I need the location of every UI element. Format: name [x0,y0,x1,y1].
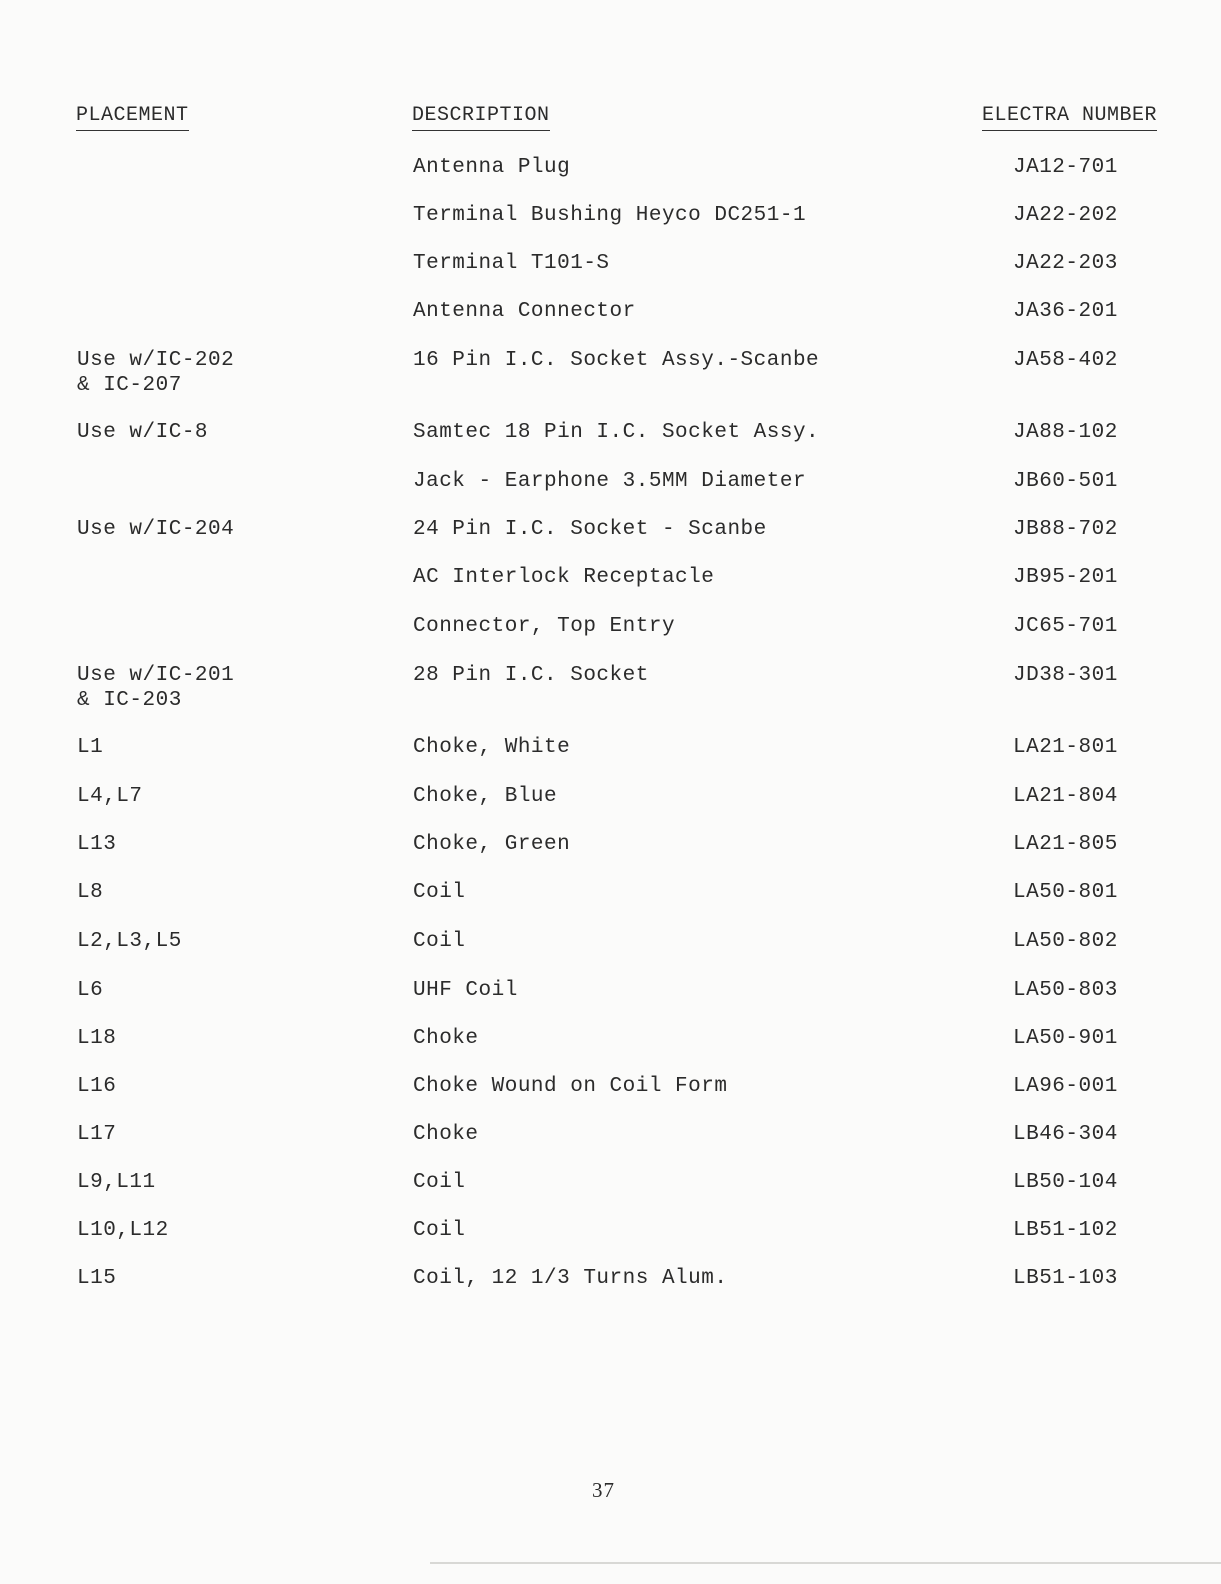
description-cell: Choke, White [413,736,571,759]
electra-number-cell: LA21-804 [1013,785,1118,808]
electra-number-cell: LA50-802 [1013,930,1118,953]
description-cell: Samtec 18 Pin I.C. Socket Assy. [413,421,820,444]
description-cell: Choke [413,1027,479,1050]
electra-number-cell: LB51-103 [1013,1267,1118,1290]
placement-cell: L8 [77,881,104,904]
electra-number-cell: JB95-201 [1013,566,1118,589]
placement-cell: L18 [77,1027,117,1050]
description-cell: Jack - Earphone 3.5MM Diameter [413,470,807,493]
description-cell: AC Interlock Receptacle [413,566,715,589]
electra-number-cell: JB60-501 [1013,470,1118,493]
electra-number-header: ELECTRA NUMBER [982,104,1157,131]
placement-cell: Use w/IC-201 & IC-203 [77,664,235,712]
placement-cell: L4,L7 [77,785,143,808]
electra-number-cell: LA21-805 [1013,833,1118,856]
electra-number-cell: JA58-402 [1013,349,1118,372]
description-cell: Coil [413,1171,466,1194]
page-number: 37 [592,1478,615,1502]
electra-number-cell: LA50-803 [1013,979,1118,1002]
description-cell: Terminal T101-S [413,252,610,275]
electra-number-cell: JB88-702 [1013,518,1118,541]
electra-number-cell: JA36-201 [1013,300,1118,323]
description-cell: Terminal Bushing Heyco DC251-1 [413,204,807,227]
electra-number-cell: JA22-203 [1013,252,1118,275]
electra-number-cell: LA50-801 [1013,881,1118,904]
description-cell: 28 Pin I.C. Socket [413,664,649,687]
placement-cell: L17 [77,1123,117,1146]
description-cell: Choke, Green [413,833,571,856]
placement-cell: Use w/IC-204 [77,518,235,541]
electra-number-cell: JA88-102 [1013,421,1118,444]
description-cell: Antenna Plug [413,156,571,179]
placement-cell: Use w/IC-8 [77,421,209,444]
description-cell: Antenna Connector [413,300,636,323]
placement-cell: L1 [77,736,104,759]
electra-number-cell: LB46-304 [1013,1123,1118,1146]
electra-number-cell: JC65-701 [1013,615,1118,638]
description-cell: Choke Wound on Coil Form [413,1075,728,1098]
placement-cell: L2,L3,L5 [77,930,182,953]
description-cell: Connector, Top Entry [413,615,676,638]
placement-cell: L15 [77,1267,117,1290]
scan-edge-line [430,1562,1221,1564]
placement-cell: L16 [77,1075,117,1098]
electra-number-cell: LB50-104 [1013,1171,1118,1194]
placement-cell: L9,L11 [77,1171,156,1194]
placement-cell: L10,L12 [77,1219,169,1242]
electra-number-cell: JD38-301 [1013,664,1118,687]
electra-number-cell: LA50-901 [1013,1027,1118,1050]
description-header: DESCRIPTION [412,104,550,131]
description-cell: 24 Pin I.C. Socket - Scanbe [413,518,767,541]
description-cell: UHF Coil [413,979,518,1002]
placement-header: PLACEMENT [76,104,189,131]
placement-cell: L13 [77,833,117,856]
electra-number-cell: JA12-701 [1013,156,1118,179]
electra-number-cell: LB51-102 [1013,1219,1118,1242]
description-cell: Choke [413,1123,479,1146]
placement-cell: L6 [77,979,104,1002]
description-cell: Choke, Blue [413,785,558,808]
description-cell: Coil, 12 1/3 Turns Alum. [413,1267,728,1290]
electra-number-cell: LA21-801 [1013,736,1118,759]
electra-number-cell: LA96-001 [1013,1075,1118,1098]
electra-number-cell: JA22-202 [1013,204,1118,227]
description-cell: Coil [413,1219,466,1242]
description-cell: Coil [413,881,466,904]
placement-cell: Use w/IC-202 & IC-207 [77,349,235,397]
description-cell: 16 Pin I.C. Socket Assy.-Scanbe [413,349,820,372]
description-cell: Coil [413,930,466,953]
